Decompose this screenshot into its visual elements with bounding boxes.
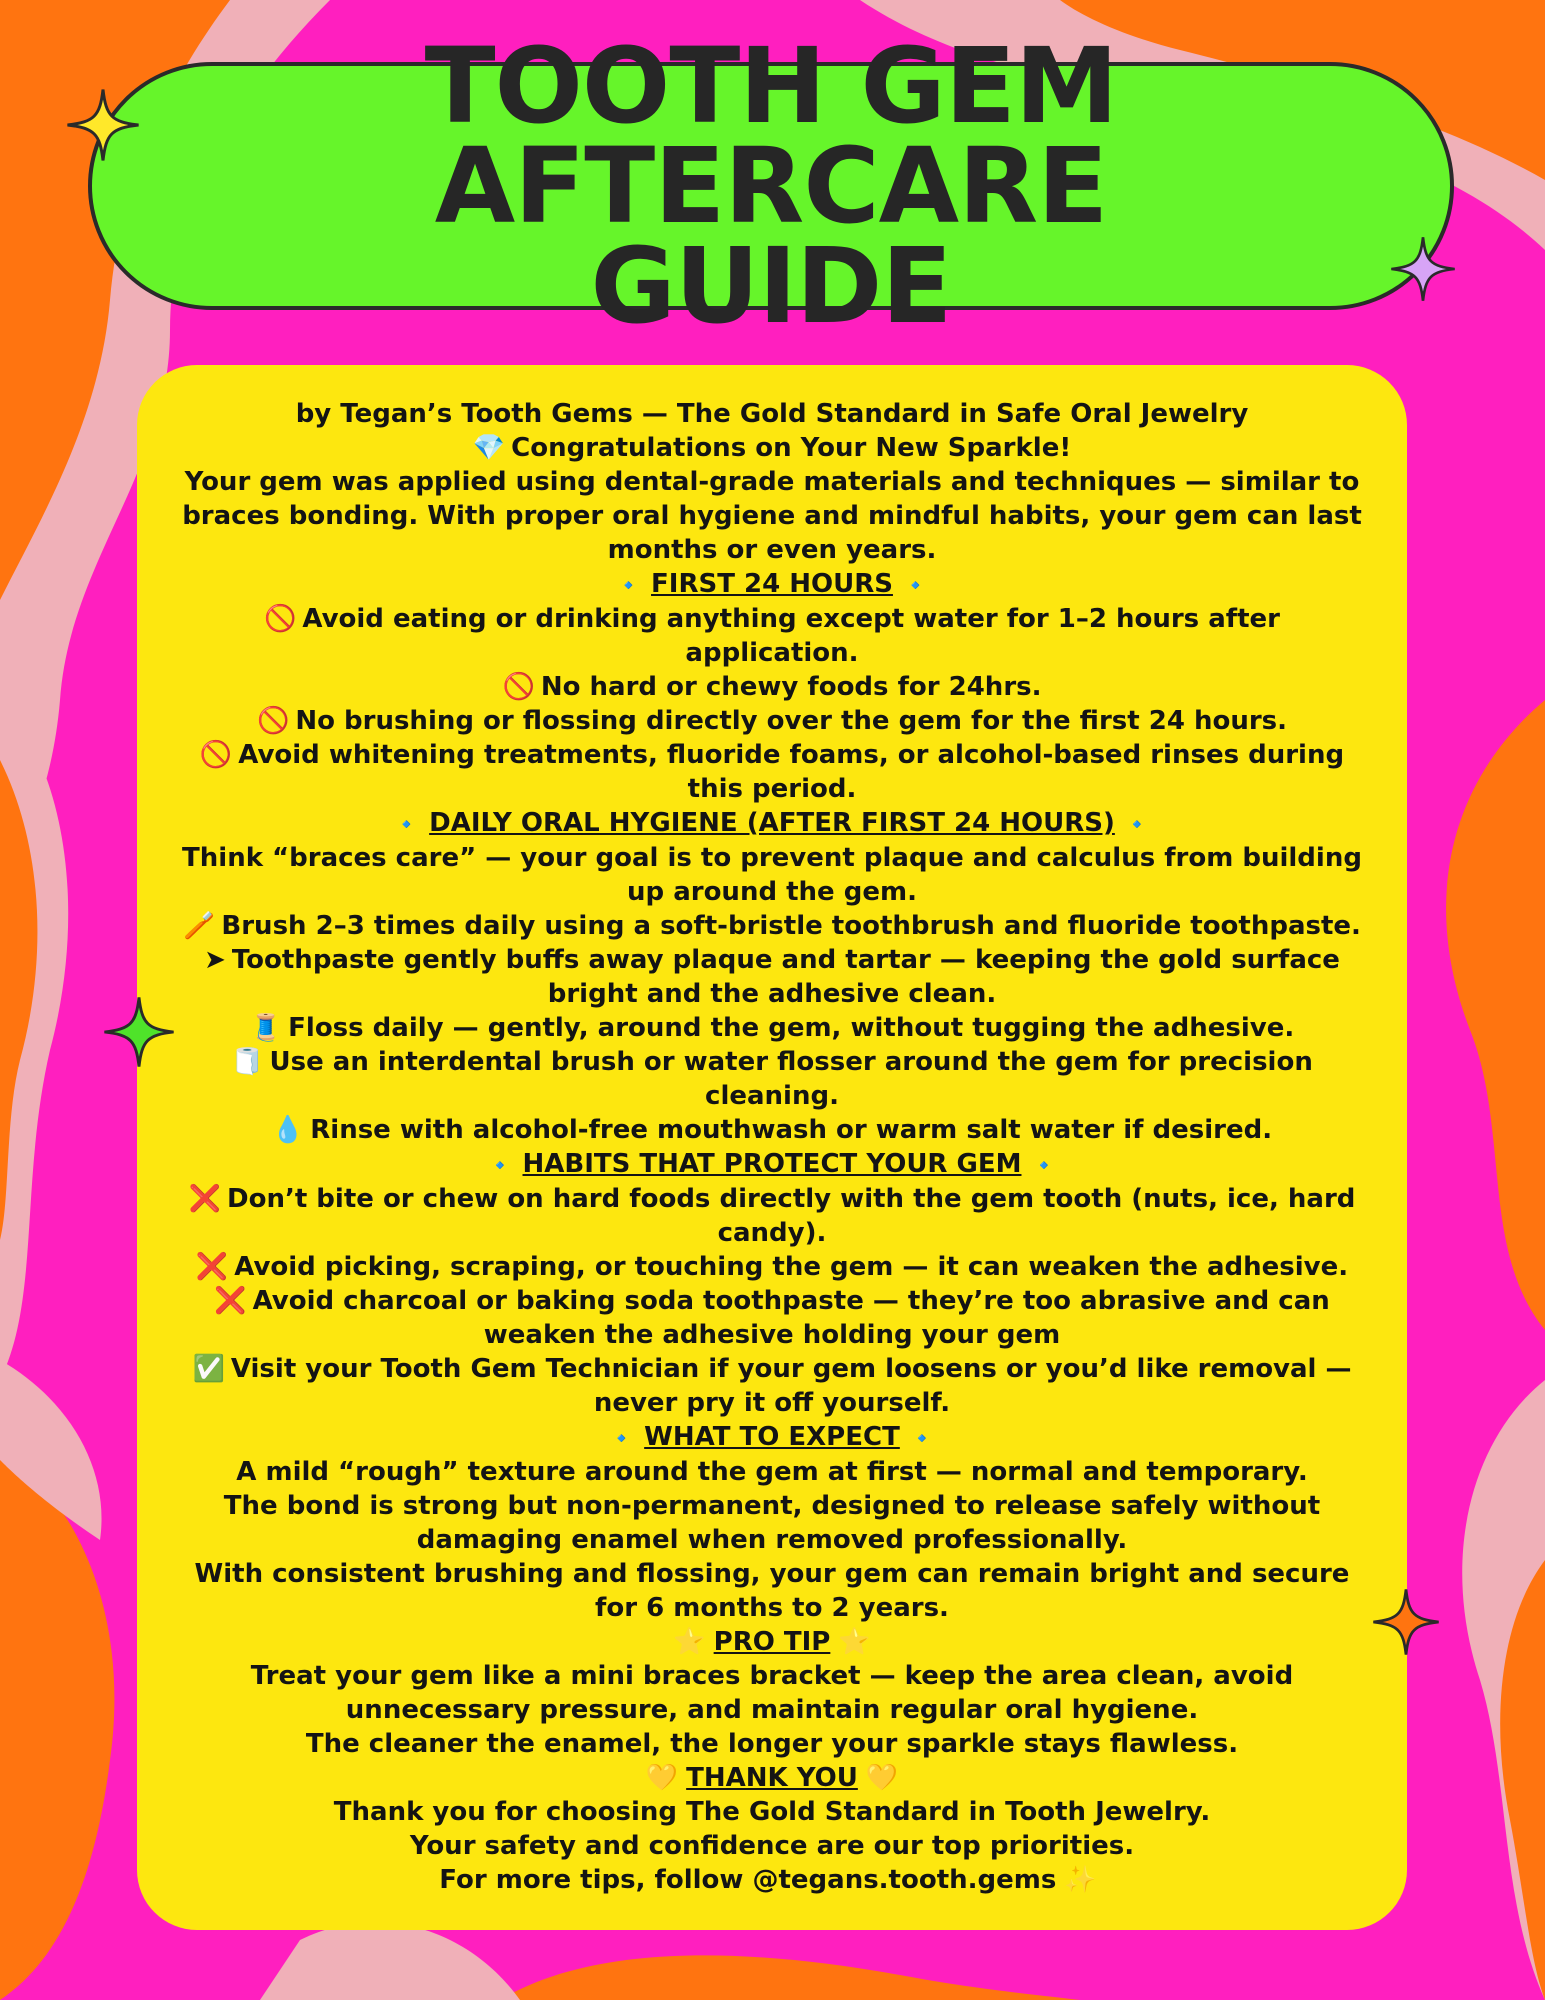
list-item: ✅ Visit your Tooth Gem Technician if your gem loosens or you’d like removal — bbox=[192, 1354, 1352, 1384]
list-item: 🚫 Avoid whitening treatments, fluoride foams, or alcohol-based rinses during bbox=[199, 740, 1345, 770]
intro-paragraph-line: braces bonding. With proper oral hygiene and mindful habits, your gem can last bbox=[182, 501, 1362, 531]
blue-diamond-icon: 🔹 bbox=[487, 1153, 513, 1177]
paragraph-line: A mild “rough” texture around the gem at first — normal and temporary. bbox=[236, 1457, 1308, 1487]
title-banner bbox=[88, 25, 1454, 347]
list-item-continued: cleaning. bbox=[705, 1081, 839, 1111]
paragraph-line: Thank you for choosing The Gold Standard in Tooth Jewelry. bbox=[333, 1797, 1211, 1827]
prohibited-icon: 🚫 bbox=[256, 706, 290, 736]
paragraph-line: The cleaner the enamel, the longer your sparkle stays flawless. bbox=[305, 1729, 1239, 1759]
paragraph-line: Treat your gem like a mini braces bracket — keep the area clean, avoid bbox=[250, 1661, 1294, 1691]
purple-sparkle-icon bbox=[1390, 236, 1456, 302]
thread-icon: 🧵 bbox=[249, 1013, 283, 1043]
list-item: 🪥 Brush 2–3 times daily using a soft-bristle toothbrush and fluoride toothpaste. bbox=[183, 911, 1361, 941]
paragraph-line: Think “braces care” — your goal is to prevent plaque and calculus from building bbox=[182, 843, 1362, 873]
prohibited-icon: 🚫 bbox=[264, 604, 297, 634]
toothbrush-icon: 🪥 bbox=[183, 911, 216, 941]
congrats-line: 💎 Congratulations on Your New Sparkle! bbox=[472, 433, 1072, 463]
list-item: 💧 Rinse with alcohol-free mouthwash or warm salt water if desired. bbox=[271, 1115, 1273, 1145]
heart-icon: 💛 bbox=[865, 1763, 899, 1793]
blue-diamond-icon: 🔹 bbox=[902, 573, 928, 597]
section-heading-first-24: 🔹 FIRST 24 HOURS 🔹 bbox=[616, 569, 928, 599]
section-heading-thank-you: 💛 THANK YOU 💛 bbox=[645, 1763, 899, 1793]
check-icon: ✅ bbox=[192, 1354, 225, 1384]
cross-icon: ❌ bbox=[188, 1184, 221, 1214]
droplet-icon: 💧 bbox=[271, 1115, 305, 1145]
star-icon: ⭐ bbox=[673, 1627, 706, 1657]
list-item-continued: weaken the adhesive holding your gem bbox=[483, 1320, 1061, 1350]
section-heading-pro-tip: ⭐ PRO TIP ⭐ bbox=[673, 1627, 871, 1657]
list-item: ❌ Avoid charcoal or baking soda toothpaste — they’re too abrasive and can bbox=[214, 1286, 1330, 1316]
list-item: 🧻 Use an interdental brush or water flosser around the gem for precision bbox=[231, 1047, 1313, 1077]
prohibited-icon: 🚫 bbox=[199, 740, 233, 770]
title-line-2: GUIDE bbox=[590, 225, 952, 347]
prohibited-icon: 🚫 bbox=[502, 672, 535, 702]
intro-paragraph-line: Your gem was applied using dental-grade materials and techniques — similar to bbox=[184, 467, 1360, 497]
list-item-continued: bright and the adhesive clean. bbox=[547, 979, 997, 1009]
blue-diamond-icon: 🔹 bbox=[616, 573, 642, 597]
list-item: 🚫 Avoid eating or drinking anything except water for 1–2 hours after bbox=[264, 604, 1280, 634]
paragraph-line: damaging enamel when removed professionally. bbox=[416, 1525, 1128, 1555]
heart-icon: 💛 bbox=[645, 1763, 679, 1793]
list-item-continued: this period. bbox=[687, 774, 857, 804]
paragraph-line: for 6 months to 2 years. bbox=[595, 1593, 949, 1623]
gem-icon: 💎 bbox=[472, 433, 506, 463]
list-item: ➤ Toothpaste gently buffs away plaque and tartar — keeping the gold surface bbox=[204, 945, 1340, 975]
list-item: 🚫 No brushing or flossing directly over the gem for the first 24 hours. bbox=[256, 706, 1288, 736]
paragraph-line: up around the gem. bbox=[627, 877, 917, 907]
section-heading-daily-hygiene: 🔹 DAILY ORAL HYGIENE (AFTER FIRST 24 HOURS) 🔹 bbox=[394, 808, 1150, 838]
star-icon: ⭐ bbox=[838, 1627, 871, 1657]
list-item: 🧵 Floss daily — gently, around the gem, without tugging the adhesive. bbox=[249, 1013, 1295, 1043]
paragraph-line: unnecessary pressure, and maintain regular oral hygiene. bbox=[345, 1695, 1199, 1725]
intro-paragraph-line: months or even years. bbox=[607, 535, 937, 565]
aftercare-content bbox=[177, 397, 1367, 1897]
cross-icon: ❌ bbox=[214, 1286, 247, 1316]
blue-diamond-icon: 🔹 bbox=[394, 812, 420, 836]
list-item: ❌ Don’t bite or chew on hard foods directly with the gem tooth (nuts, ice, hard bbox=[188, 1184, 1356, 1214]
list-item-continued: never pry it off yourself. bbox=[593, 1388, 951, 1418]
list-item-continued: application. bbox=[685, 638, 859, 668]
arrow-icon: ➤ bbox=[204, 945, 226, 975]
yellow-sparkle-icon bbox=[66, 88, 140, 162]
section-heading-what-to-expect: 🔹 WHAT TO EXPECT 🔹 bbox=[609, 1422, 935, 1452]
orange-sparkle-icon bbox=[1372, 1588, 1440, 1656]
list-item: ❌ Avoid picking, scraping, or touching the gem — it can weaken the adhesive. bbox=[195, 1252, 1349, 1282]
paragraph-line: The bond is strong but non-permanent, designed to release safely without bbox=[223, 1491, 1321, 1521]
aftercare-card bbox=[137, 365, 1407, 1930]
paragraph-line: Your safety and confidence are our top priorities. bbox=[409, 1831, 1135, 1861]
blue-diamond-icon: 🔹 bbox=[1124, 812, 1150, 836]
floss-icon: 🧻 bbox=[231, 1047, 264, 1077]
blue-diamond-icon: 🔹 bbox=[609, 1426, 635, 1450]
blue-diamond-icon: 🔹 bbox=[909, 1426, 935, 1450]
section-heading-habits: 🔹 HABITS THAT PROTECT YOUR GEM 🔹 bbox=[487, 1149, 1057, 1179]
list-item-continued: candy). bbox=[717, 1218, 827, 1248]
green-sparkle-icon bbox=[103, 996, 175, 1068]
byline: by Tegan’s Tooth Gems — The Gold Standard in Safe Oral Jewelry bbox=[295, 399, 1249, 429]
cross-icon: ❌ bbox=[195, 1252, 229, 1282]
list-item: 🚫 No hard or chewy foods for 24hrs. bbox=[502, 672, 1042, 702]
paragraph-line: With consistent brushing and flossing, your gem can remain bright and secure bbox=[194, 1559, 1350, 1589]
follow-line: For more tips, follow @tegans.tooth.gems ✨ bbox=[439, 1865, 1097, 1895]
sparkles-icon: ✨ bbox=[1064, 1865, 1097, 1895]
title-line-1: TOOTH GEM AFTERCARE bbox=[424, 25, 1118, 247]
blue-diamond-icon: 🔹 bbox=[1031, 1153, 1057, 1177]
